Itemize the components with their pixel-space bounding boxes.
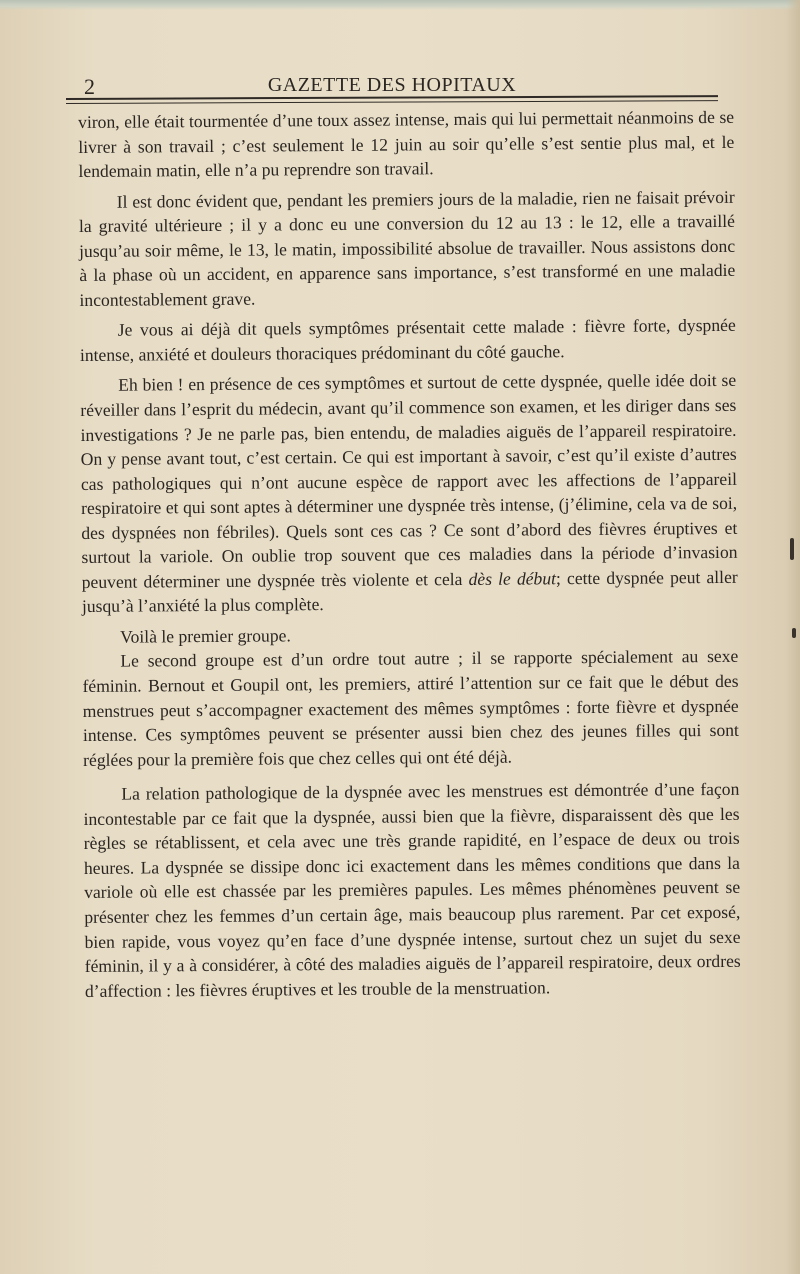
margin-mark [790, 538, 794, 560]
page-top-edge [0, 0, 800, 10]
paragraph: Je vous ai déjà dit quels symptômes présentait cette malade : fièvre forte, dyspnée intense, anxiété et douleurs thoraciques prédominant du côté gauche. [79, 315, 736, 365]
emphasis-text: dès le début [468, 568, 557, 589]
paragraph [80, 368, 738, 619]
paragraph-continuation: viron, elle était tourmentée d’une toux assez intense, mais qui lui permettait néanmoins de se livrer à son travail ; c’est seulement le 12 juin au soir qu’elle s’est sentie plus mal, et le lendemain matin, elle n’a pu reprendre son travail. [78, 106, 735, 182]
paragraph-text: Eh bien ! en présence de ces symptômes et surtout de cette dyspnée, quelle idée doit se réveiller dans l’esprit du médecin, avant qu’il commence son examen, et les diriger dans ses investigations ? Je ne parle pas, bien entendu, de maladies aiguës de l’appareil respiratoire. On y pense avant tout, c’est certain. Ce qui est important à savoir, c’est qu’il existe d’autres cas pathologiques qui n’ont aucune espèce de rapport avec les affections de l’appareil respiratoire et qui sont aptes à déterminer une dyspnée très intense, (j’élimine, cela va de soi, des dyspnées non fébriles). Quels sont ces cas ? Ce sont d’abord des fièvres éruptives et surtout la variole. On oublie trop souvent que ces maladies dans la période d’invasion peuvent déterminer une dyspnée très violente et cela [80, 370, 738, 592]
paragraph: Il est donc évident que, pendant les premiers jours de la maladie, rien ne faisait prévoir la gravité ultérieure ; il y a donc eu une conversion du 12 au 13 : le 12, elle a travaillé jusqu’au soir même, le 13, le matin, impossibilité absolue de travailler. Nous assistons donc à la phase où un accident, en apparence sans importance, s’est transformé en une maladie incontestablement grave. [78, 186, 736, 310]
paragraph: Voilà le premier groupe. [120, 625, 291, 647]
page-number: 2 [84, 74, 95, 99]
paragraph-text-end: ; cette dyspnée peut aller jusqu’à l’anxiété la plus complète. [81, 566, 738, 617]
margin-mark [792, 628, 796, 638]
article-body [78, 105, 741, 1003]
paragraph: Le second groupe est d’un ordre tout autre ; il se rapporte spécialement au sexe féminin. Bernout et Goupil ont, les premiers, attiré l’attention sur ce fait que le début des menstrues peut s’accompagner exactement des mêmes symptômes : forte fièvre et dyspnée intense. Ces symptômes peuvent se présenter aussi bien chez des jeunes filles qui sont réglées pour la première fois que chez celles qui ont été déjà. [82, 646, 739, 770]
running-title: GAZETTE DES HOPITAUX [267, 74, 517, 96]
paragraph: La relation pathologique de la dyspnée avec les menstrues est démontrée d’une façon incontestable par ce fait que la dyspnée, aussi bien que la fièvre, disparaissent dès que les règles se rétablissent, et cela avec une très grande rapidité, en l’espace de deux ou trois heures. La dyspnée se dissipe donc ici exactement dans les mêmes conditions que dans la variole où elle est chassée par les premières papules. Les mêmes phénomènes peuvent se présenter chez les femmes d’un certain âge, mais beaucoup plus rarement. Par cet exposé, bien rapide, vous voyez qu’en face d’une dyspnée intense, surtout chez un sujet du sexe féminin, il y a à considérer, à côté des maladies aiguës de l’appareil respiratoire, deux ordres d’affection : les fièvres éruptives et les trouble de la menstruation. [83, 779, 741, 1001]
